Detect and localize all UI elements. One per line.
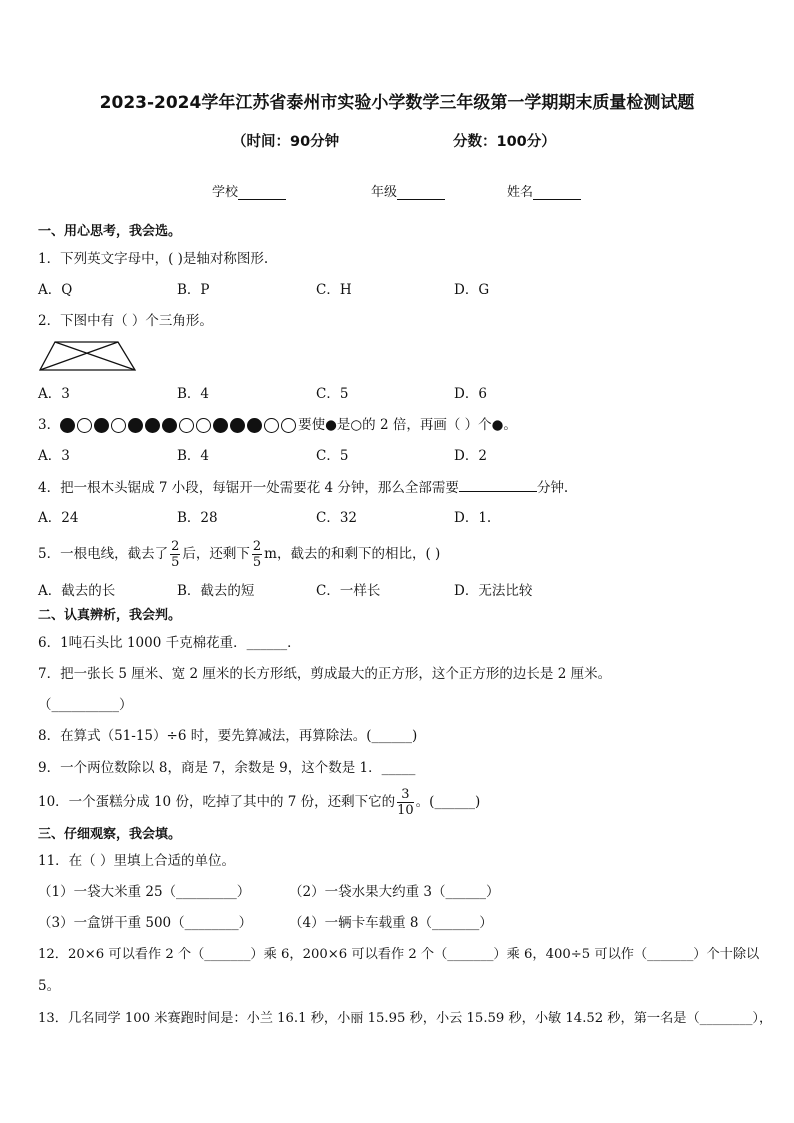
q4-answer-blank[interactable]	[459, 478, 537, 492]
hollow-circle-icon	[111, 418, 126, 433]
q12-text: 12．20×6 可以看作 2 个（_______）乘 6，200×6 可以看作 2 个（_______）乘 6，400÷5 可以作（_______）个十除以	[38, 947, 760, 962]
q5-option-a[interactable]: A．截去的长	[38, 583, 116, 599]
name-blank[interactable]	[533, 186, 581, 200]
q1-option-d[interactable]: D．G	[454, 282, 490, 298]
hollow-circle-icon	[281, 418, 296, 433]
q10-pre: 10．一个蛋糕分成 10 份，吃掉了其中的 7 份，还剩下它的	[38, 794, 396, 810]
hollow-circle-icon	[179, 418, 194, 433]
grade-label: 年级	[371, 185, 398, 200]
page-title: 2023-2024学年江苏省泰州市实验小学数学三年级第一学期期末质量检测试题	[99, 93, 695, 113]
q1-option-a[interactable]: A．Q	[38, 282, 73, 298]
q7-answer-blank[interactable]: （__________）	[38, 697, 133, 713]
q5-fraction-1: $\frac{2}{5}$	[171, 539, 180, 570]
q13-text: 13．几名同学 100 米赛跑时间是：小兰 16.1 秒，小丽 15.95 秒，小云 15.59 秒，小敏 14.52 秒，第一名是（________），	[38, 1011, 773, 1026]
filled-circle-icon	[230, 418, 245, 433]
section-1-heading: 一、用心思考，我会选。	[38, 224, 182, 239]
filled-circle-icon	[60, 418, 75, 433]
q5-post: m，截去的和剩下的相比，( )	[264, 546, 441, 562]
hollow-circle-icon	[77, 418, 92, 433]
q10-post: 。(______)	[415, 794, 481, 810]
q11-part-3[interactable]: （3）一盒饼干重 500（________）	[38, 915, 253, 931]
q1-text: 1．下列英文字母中，( )是轴对称图形.	[38, 251, 269, 267]
filled-circle-icon	[162, 418, 177, 433]
grade-blank[interactable]	[397, 186, 445, 200]
school-label: 学校	[212, 185, 239, 200]
name-field[interactable]	[507, 181, 581, 200]
q2-text: 2．下图中有（ ）个三角形。	[38, 313, 213, 329]
q3-option-a[interactable]: A．3	[38, 448, 70, 464]
q9-text: 9．一个两位数除以 8，商是 7，余数是 9，这个数是 1．_____	[38, 760, 416, 776]
q10-fraction: $\frac{3}{10}$	[397, 787, 414, 818]
filled-circle-icon	[94, 418, 109, 433]
q3-prefix: 3．	[38, 417, 61, 433]
q5-option-b[interactable]: B．截去的短	[177, 583, 255, 599]
filled-circle-icon	[145, 418, 160, 433]
q4-line	[38, 478, 568, 497]
grade-field[interactable]	[371, 181, 445, 200]
q4-option-d[interactable]: D．1.	[454, 510, 492, 526]
q4-text: 4．把一根木头锯成 7 小段，每锯开一处需要花 4 分钟，那么全部需要	[38, 480, 459, 496]
exam-score: 分数：100分）	[453, 134, 556, 150]
q7-text: 7．把一张长 5 厘米、宽 2 厘米的长方形纸，剪成最大的正方形，这个正方形的边长是 2 厘米。	[38, 666, 612, 682]
q5-fraction-2: $\frac{2}{5}$	[252, 539, 262, 570]
q2-option-c[interactable]: C．5	[316, 386, 349, 402]
hollow-circle-icon	[264, 418, 279, 433]
exam-time: （时间：90分钟	[232, 134, 340, 150]
q10-line	[38, 785, 480, 819]
q2-option-b[interactable]: B．4	[177, 386, 210, 402]
q1-option-c[interactable]: C．H	[316, 282, 352, 298]
q4-option-a[interactable]: A．24	[38, 510, 79, 526]
filled-circle-icon	[128, 418, 143, 433]
q5-option-d[interactable]: D．无法比较	[454, 583, 533, 599]
school-field[interactable]	[212, 181, 286, 200]
filled-circle-icon	[247, 418, 262, 433]
q2-option-d[interactable]: D．6	[454, 386, 487, 402]
section-2-heading: 二、认真辨析，我会判。	[38, 608, 182, 623]
q11-part-1[interactable]: （1）一袋大米重 25（_________）	[38, 884, 251, 900]
q11-part-4[interactable]: （4）一辆卡车载重 8（_______）	[289, 915, 493, 931]
q3-option-b[interactable]: B．4	[177, 448, 210, 464]
q5-mid: 后，还剩下	[182, 546, 250, 562]
name-label: 姓名	[507, 185, 534, 200]
q1-option-b[interactable]: B．P	[177, 282, 210, 298]
trapezoid-figure	[38, 339, 138, 373]
q11-part-2[interactable]: （2）一袋水果大约重 3（______）	[289, 884, 500, 900]
q3-dots	[60, 417, 298, 433]
hollow-circle-icon	[196, 418, 211, 433]
q5-line	[38, 537, 440, 571]
section-3-heading: 三、仔细观察，我会填。	[38, 827, 182, 842]
q3-suffix: 要使●是○的 2 倍，再画（ ）个●。	[298, 417, 517, 433]
q5-pre: 5．一根电线，截去了	[38, 546, 169, 562]
q3-line	[38, 416, 517, 434]
school-blank[interactable]	[238, 186, 286, 200]
q12-text-cont: 5。	[38, 978, 61, 994]
q6-text: 6．1吨石头比 1000 千克棉花重．______．	[38, 635, 301, 651]
q4-unit: 分钟.	[536, 480, 569, 496]
q4-option-c[interactable]: C．32	[316, 510, 358, 526]
q8-text: 8．在算式（51-15）÷6 时，要先算减法，再算除法。(______)	[38, 728, 418, 744]
q3-option-d[interactable]: D．2	[454, 448, 487, 464]
filled-circle-icon	[213, 418, 228, 433]
q11-text: 11．在（ ）里填上合适的单位。	[38, 853, 235, 869]
q4-option-b[interactable]: B．28	[177, 510, 218, 526]
q2-option-a[interactable]: A．3	[38, 386, 70, 402]
q5-option-c[interactable]: C．一样长	[316, 583, 381, 599]
q3-option-c[interactable]: C．5	[316, 448, 349, 464]
